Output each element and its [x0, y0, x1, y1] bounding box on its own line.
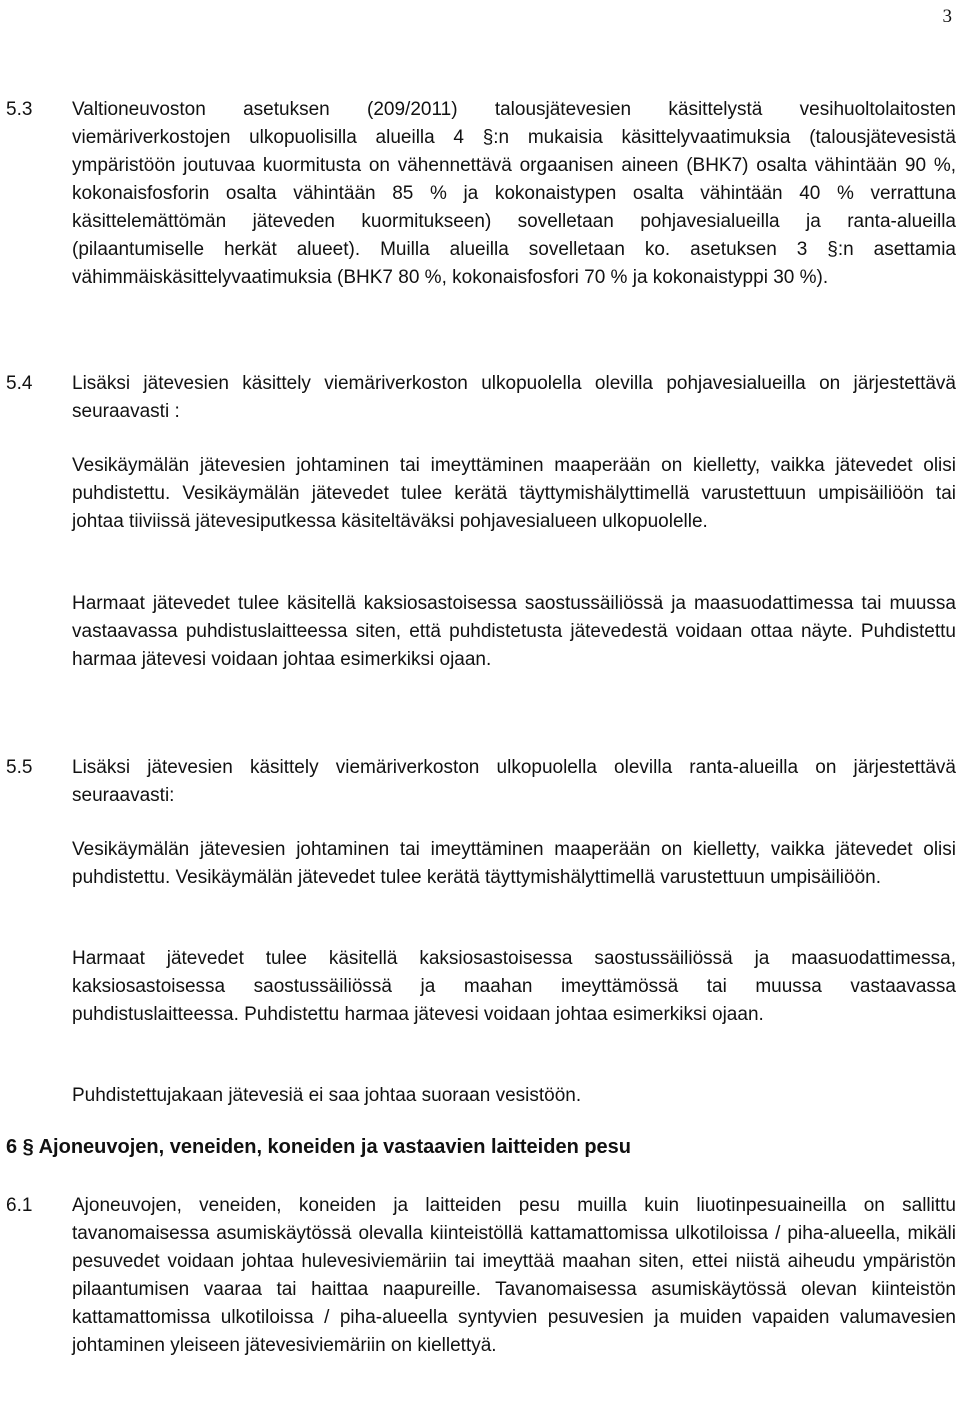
- section-5-3: [72, 96, 956, 292]
- section-5-5-paragraph-2: [72, 945, 956, 1029]
- section-5-5-paragraph-1: [72, 836, 956, 892]
- section-number-6-1: 6.1: [6, 1195, 33, 1216]
- section-number-5-4: 5.4: [6, 373, 33, 394]
- section-5-4-paragraph-1: [72, 452, 956, 536]
- section-5-3-text: Valtioneuvoston asetuksen (209/2011) talousjätevesien käsittelystä vesihuoltolaitosten viemäriverkostojen ulkopuolisilla alueilla 4 §:n mukaisia käsittelyvaatimuksia (talousjätevesistä ympäristöön joutuvaa kuormitusta on vähennettävä orgaanisen aineen (BHK7) osalta vähintään 90 %, kokonaisfosforin osalta vähintään 85 % ja kokonaistypen osalta vähintään 40 % verrattuna käsittelemättömän jäteveden kuormitukseen) sovelletaan pohjavesialueilla ja ranta-alueilla (pilaantumiselle herkät alueet). Muilla alueilla sovelletaan ko. asetuksen 3 §:n asettamia vähimmäiskäsittelyvaatimuksia (BHK7 80 %, kokonaisfosfori 70 % ja kokonaistyppi 30 %).: [72, 99, 956, 288]
- section-5-4-p2-text: Harmaat jätevedet tulee käsitellä kaksiosastoisessa saostussäiliössä ja maasuodattimessa tai muussa vastaavassa puhdistuslaitteessa siten, että puhdistetusta jätevedestä voidaan ottaa näyte. Puhdistettu harmaa jätevesi voidaan johtaa esimerkiksi ojaan.: [72, 593, 956, 670]
- section-5-5-text: Lisäksi jätevesien käsittely viemäriverkoston ulkopuolella olevilla ranta-alueilla on järjestettävä seuraavasti:: [72, 757, 956, 806]
- section-5-5-paragraph-3: [72, 1082, 956, 1110]
- page-number: 3: [942, 6, 952, 27]
- section-5-5-p3-text: Puhdistettujakaan jätevesiä ei saa johtaa suoraan vesistöön.: [72, 1085, 582, 1106]
- section-5-4: [72, 370, 956, 426]
- section-6-heading: 6 § Ajoneuvojen, veneiden, koneiden ja vastaavien laitteiden pesu: [6, 1136, 632, 1158]
- section-6-1-text: Ajoneuvojen, veneiden, koneiden ja laitteiden pesu muilla kuin liuotinpesuaineilla on sallittu tavanomaisessa asumiskäytössä olevalla kiinteistöllä kattamattomissa ulkotiloissa / piha-alueella, mikäli pesuvedet voidaan johtaa hulevesiviemäriin tai imeyttää maahan siten, ettei niistä aiheudu ympäristön pilaantumisen vaaraa tai haittaa naapureille. Tavanomaisessa asumiskäytössä olevan kiinteistön kattamattomissa ulkotiloissa / piha-alueella syntyvien pesuvesien ja muiden vapaiden valumavesien johtaminen yleiseen jätevesiviemäriin on kiellettyä.: [72, 1195, 956, 1356]
- section-6-1: [72, 1192, 956, 1360]
- section-5-5-p1-text: Vesikäymälän jätevesien johtaminen tai imeyttäminen maaperään on kielletty, vaikka jätevedet olisi puhdistettu. Vesikäymälän jätevedet tulee kerätä täyttymishälyttimellä varustettuun umpisäiliöön.: [72, 839, 956, 888]
- section-5-5: [72, 754, 956, 810]
- section-5-4-p1-text: Vesikäymälän jätevesien johtaminen tai imeyttäminen maaperään on kielletty, vaikka jätevedet olisi puhdistettu. Vesikäymälän jätevedet tulee kerätä täyttymishälyttimellä varustettuun umpisäiliöön tai johtaa tiiviissä jätevesiputkessa käsiteltäväksi pohjavesialueen ulkopuolelle.: [72, 455, 956, 532]
- section-number-5-5: 5.5: [6, 757, 33, 778]
- section-5-4-text: Lisäksi jätevesien käsittely viemäriverkoston ulkopuolella olevilla pohjavesialueilla on järjestettävä seuraavasti :: [72, 373, 956, 422]
- section-5-4-paragraph-2: [72, 590, 956, 674]
- section-5-5-p2-text: Harmaat jätevedet tulee käsitellä kaksiosastoisessa saostussäiliössä ja maasuodattimessa, kaksiosastoisessa saostussäiliössä ja maahan imeyttämössä tai muussa vastaavassa puhdistuslaitteessa. Puhdistettu harmaa jätevesi voidaan johtaa esimerkiksi ojaan.: [72, 948, 956, 1025]
- section-number-5-3: 5.3: [6, 99, 33, 120]
